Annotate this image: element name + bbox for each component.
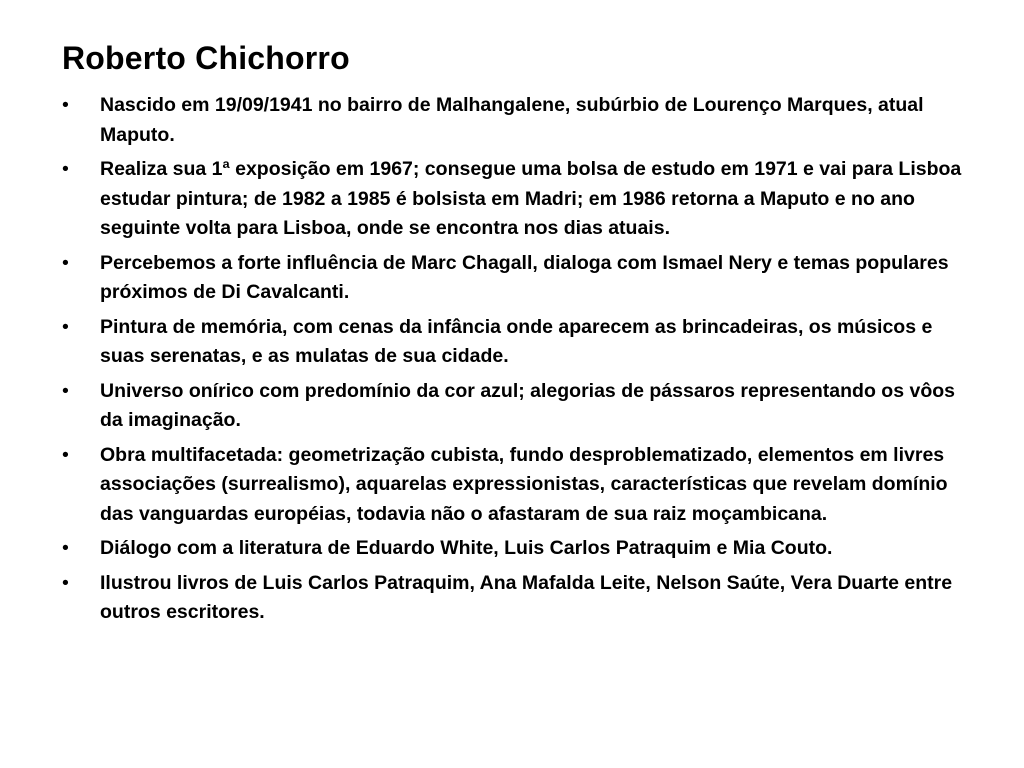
bullet-text: Obra multifacetada: geometrização cubista, fundo desproblematizado, elementos em livres associações (surrealismo), aquarelas expressionistas, características que revelam domínio das vanguardas européias, todavia não o afastaram de sua raiz moçambicana. xyxy=(100,443,948,525)
bullet-marker: • xyxy=(62,379,69,402)
bullet-item-birth xyxy=(62,91,962,150)
bullet-marker: • xyxy=(62,94,69,116)
bullet-marker: • xyxy=(62,571,69,594)
bullet-item-career xyxy=(62,155,962,244)
slide-title: Roberto Chichorro xyxy=(62,40,350,76)
bullet-text: Realiza sua 1ª exposição em 1967; consegue uma bolsa de estudo em 1971 e vai para Lisboa estudar pintura; de 1982 a 1985 é bolsista em Madri; em 1986 retorna a Maputo e no ano seguinte volta para Lisboa, onde se encontra nos dias atuais. xyxy=(100,158,962,239)
bullet-list xyxy=(62,91,962,633)
bullet-item-memory-painting xyxy=(62,313,962,372)
bullet-item-influences xyxy=(62,249,962,308)
bullet-marker: • xyxy=(62,443,69,466)
bullet-text: Ilustrou livros de Luis Carlos Patraquim, Ana Mafalda Leite, Nelson Saúte, Vera Duarte entre outros escritores. xyxy=(100,571,953,623)
bullet-marker: • xyxy=(62,251,69,274)
bullet-item-multifaceted-work xyxy=(62,441,962,530)
bullet-marker: • xyxy=(62,158,69,180)
bullet-text: Nascido em 19/09/1941 no bairro de Malhangalene, subúrbio de Lourenço Marques, atual Maputo. xyxy=(100,94,924,146)
bullet-text: Diálogo com a literatura de Eduardo White, Luis Carlos Patraquim e Mia Couto. xyxy=(100,537,833,559)
bullet-item-dream-universe xyxy=(62,377,962,436)
bullet-text: Percebemos a forte influência de Marc Chagall, dialoga com Ismael Nery e temas populares próximos de Di Cavalcanti. xyxy=(100,251,949,303)
bullet-marker: • xyxy=(62,537,69,559)
bullet-text: Pintura de memória, com cenas da infância onde aparecem as brincadeiras, os músicos e suas serenatas, e as mulatas de sua cidade. xyxy=(100,315,933,367)
bullet-item-illustrated-books xyxy=(62,569,962,628)
bullet-item-literature-dialogue xyxy=(62,534,962,564)
bullet-marker: • xyxy=(62,315,69,338)
bullet-text: Universo onírico com predomínio da cor azul; alegorias de pássaros representando os vôos da imaginação. xyxy=(100,379,955,431)
